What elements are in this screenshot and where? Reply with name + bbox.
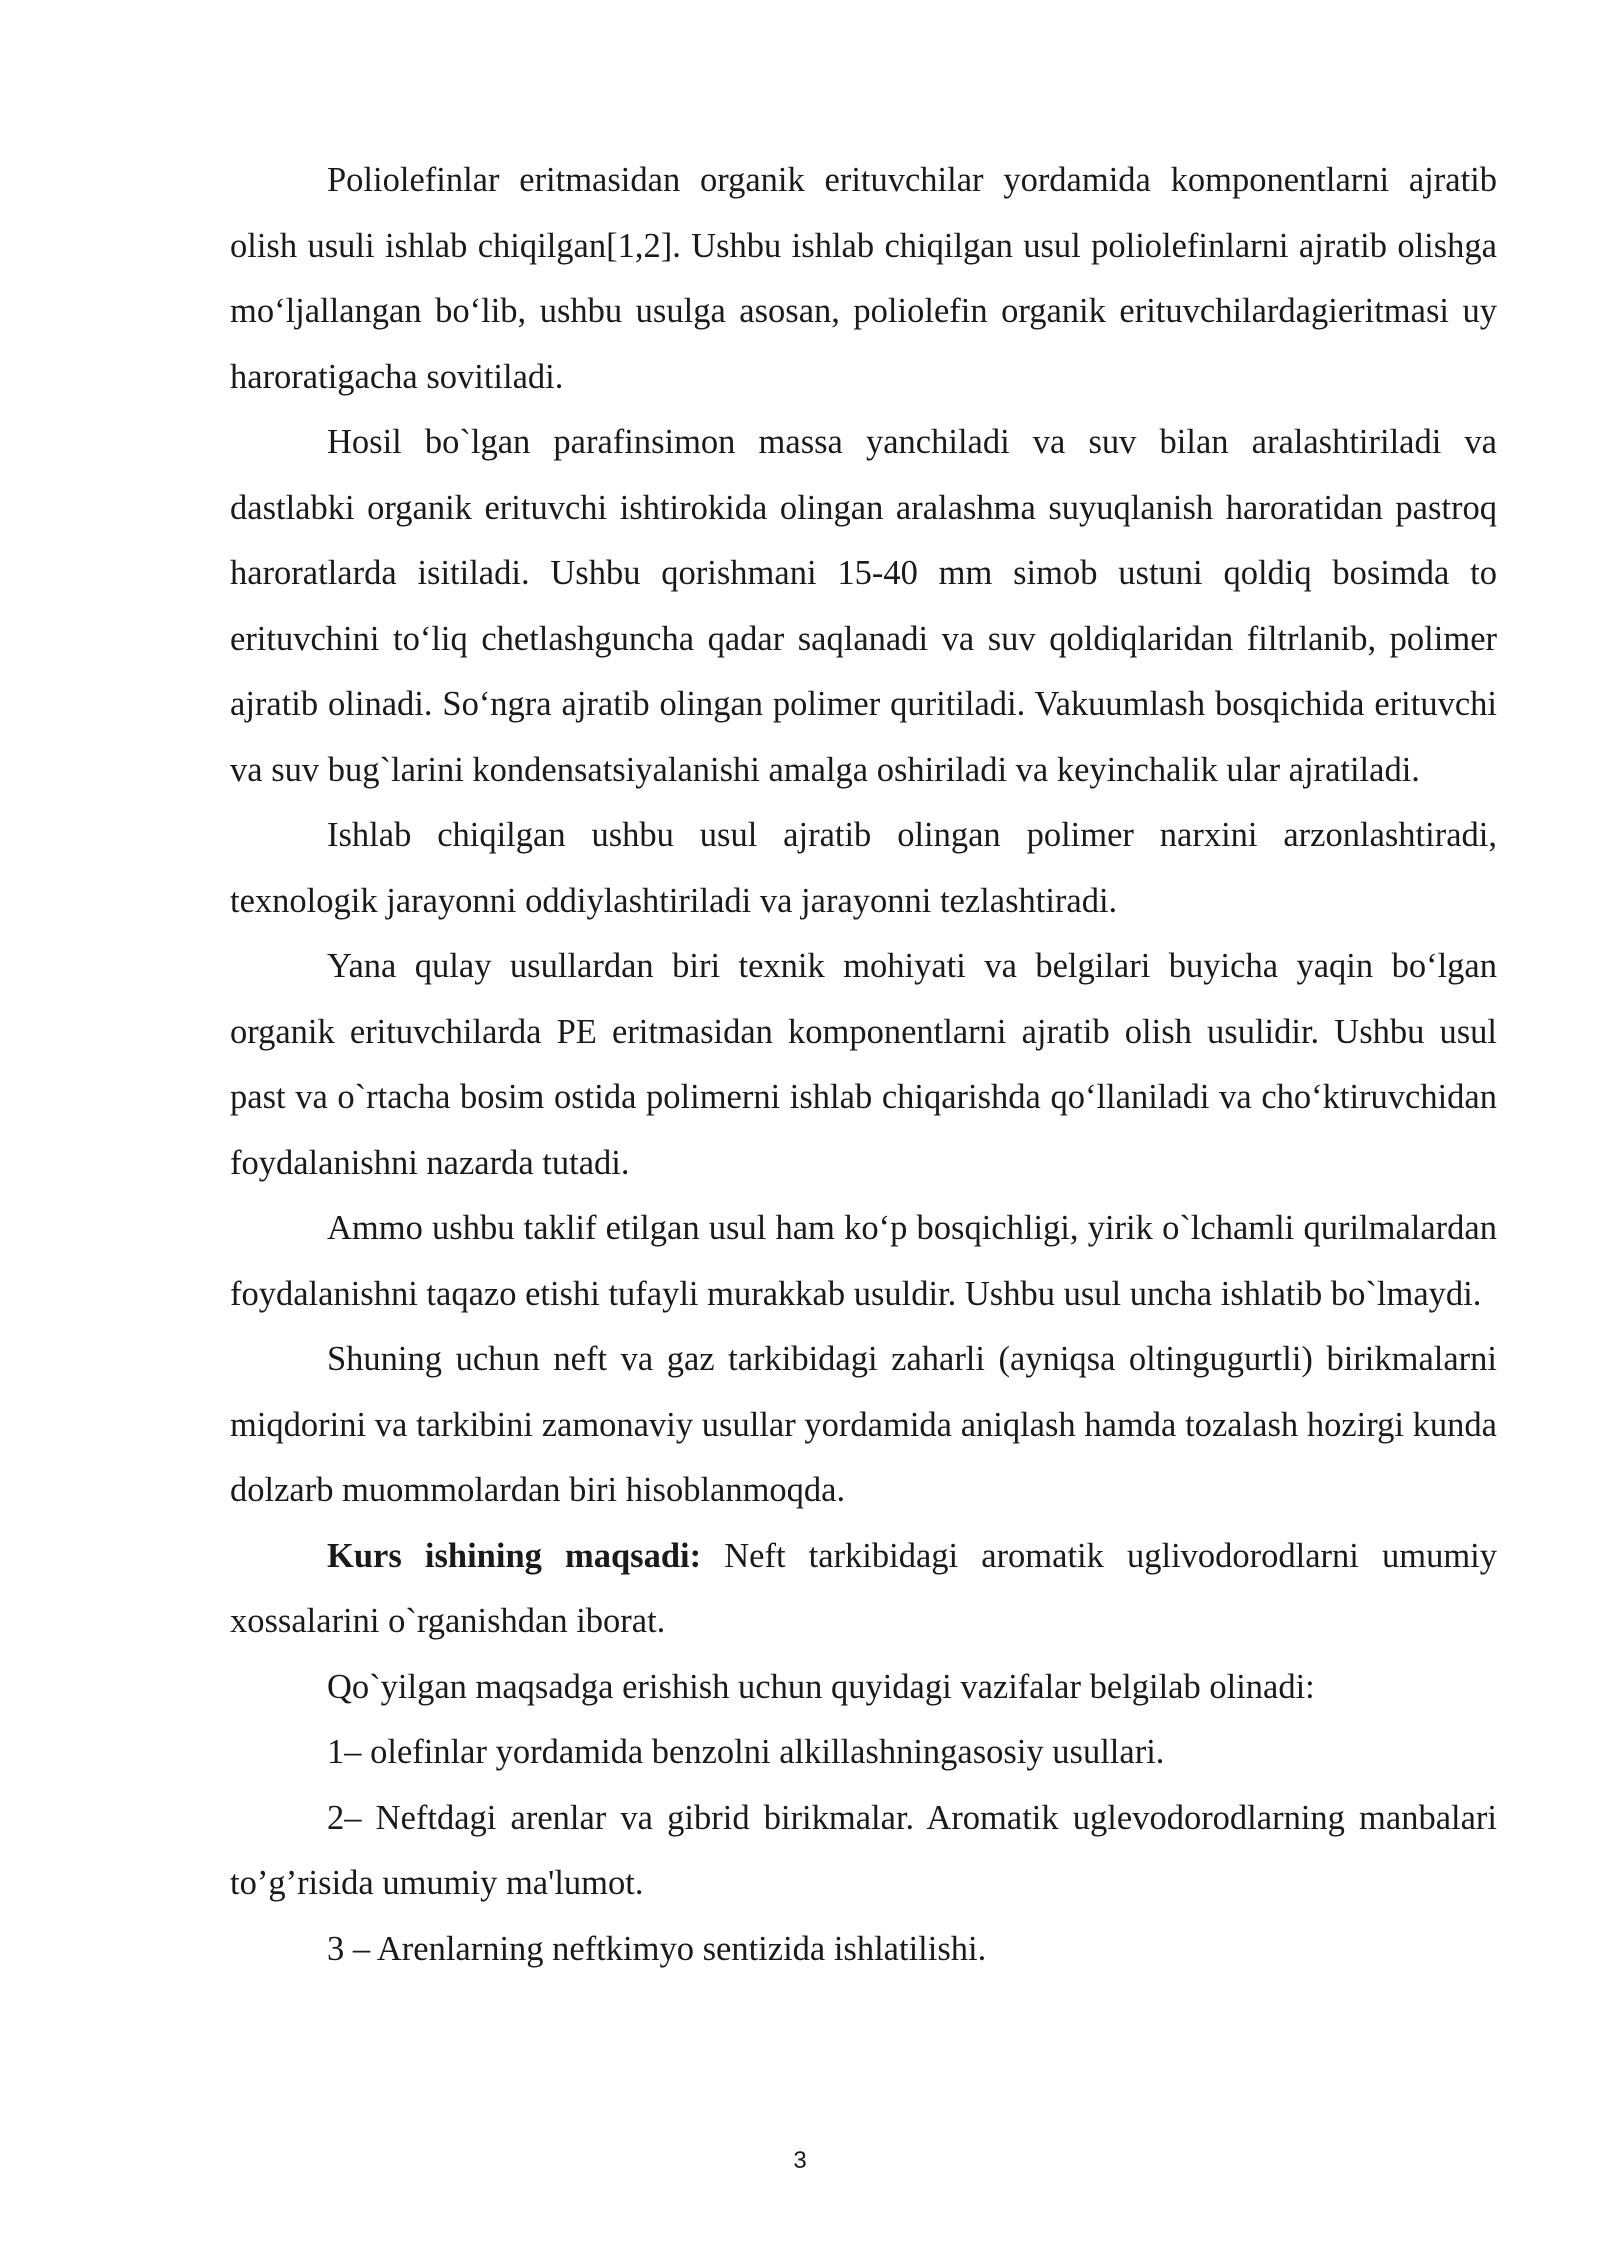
paragraph: Poliolefinlar eritmasidan organik erituvchilar yordamida komponentlarni ajratib olish usuli ishlab chiqilgan[1,2]. Ushbu ishlab chiqilgan usul poliolefinlarni ajratib olishga mo‘ljallangan bo‘lib, ushbu usulga asosan, poliolefin organik erituvchilardagieritmasi uy haroratigacha sovitiladi. bbox=[230, 161, 1497, 396]
task-item: 3 – Arenlarning neftkimyo sentizida ishlatilishi. bbox=[327, 1929, 987, 1968]
paragraph: Ishlab chiqilgan ushbu usul ajratib olingan polimer narxini arzonlashtiradi, texnologik jarayonni oddiylashtiriladi va jarayonni tezlashtiradi. bbox=[230, 816, 1497, 920]
document-body bbox=[230, 148, 1497, 1982]
task-item: 1– olefinlar yordamida benzolni alkillashningasosiy usullari. bbox=[327, 1733, 1165, 1771]
page-number: 3 bbox=[793, 2147, 807, 2174]
paragraph: Qo`yilgan maqsadga erishish uchun quyidagi vazifalar belgilab olinadi: bbox=[327, 1667, 1315, 1706]
paragraph: Yana qulay usullardan biri texnik mohiyati va belgilari buyicha yaqin bo‘lgan organik erituvchilarda PE eritmasidan komponentlarni ajratib olish usulidir. Ushbu usul past va o`rtacha bosim ostida polimerni ishlab chiqarishda qo‘llaniladi va cho‘ktiruvchidan foydalanishni nazarda tutadi. bbox=[230, 947, 1497, 1182]
paragraph: Shuning uchun neft va gaz tarkibidagi zaharli (ayniqsa oltingugurtli) birikmalarni miqdorini va tarkibini zamonaviy usullar yordamida aniqlash hamda tozalash hozirgi kunda dolzarb muommolardan biri hisoblanmoqda. bbox=[230, 1340, 1497, 1509]
task-item: 2– Neftdagi arenlar va gibrid birikmalar. Aromatik uglevodorodlarning manbalari to’g’risida umumiy ma'lumot. bbox=[230, 1798, 1497, 1902]
paragraph: Ammo ushbu taklif etilgan usul ham ko‘p bosqichligi, yirik o`lchamli qurilmalardan foydalanishni taqazo etishi tufayli murakkab usuldir. Ushbu usul uncha ishlatib bo`lmaydi. bbox=[230, 1209, 1497, 1313]
goal-text: Neft tarkibidagi aromatik uglivodorodlarni umumiy xossalarini o`rganishdan iborat. bbox=[230, 1536, 1498, 1640]
goal-paragraph bbox=[230, 1524, 1497, 1655]
paragraph: Hosil bo`lgan parafinsimon massa yanchiladi va suv bilan aralashtiriladi va dastlabki organik erituvchi ishtirokida olingan aralashma suyuqlanish haroratidan pastroq haroratlarda isitiladi. Ushbu qorishmani 15-40 mm simob ustuni qoldiq bosimda to erituvchini to‘liq chetlashguncha qadar saqlanadi va suv qoldiqlaridan filtrlanib, polimer ajratib olinadi. So‘ngra ajratib olingan polimer quritiladi. Vakuumlash bosqichida erituvchi va suv bug`larini kondensatsiyalanishi amalga oshiriladi va keyinchalik ular ajratiladi. bbox=[230, 423, 1497, 789]
goal-label: Kurs ishining maqsadi: bbox=[327, 1536, 702, 1575]
